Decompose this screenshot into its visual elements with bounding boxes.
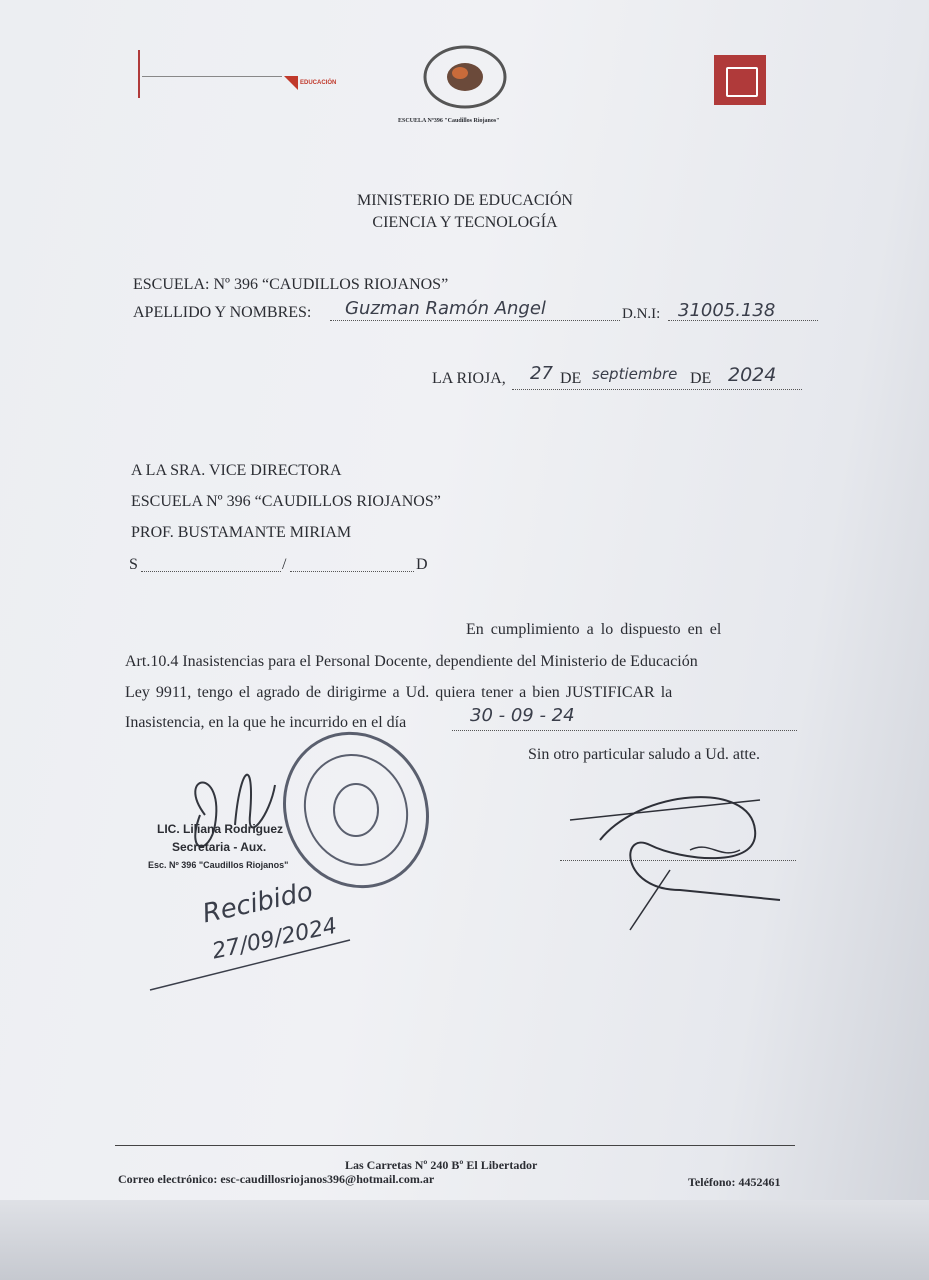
footer-email: Correo electrónico: esc-caudillosriojanos396@hotmail.com.ar: [118, 1172, 435, 1186]
stamp-name: LIC. Liliana Rodriguez: [157, 822, 284, 836]
stamp-role: Secretaria - Aux.: [172, 840, 267, 854]
school-line: ESCUELA: Nº 396 “CAUDILLOS RIOJANOS”: [133, 276, 449, 293]
salutation-s: S: [129, 556, 138, 573]
closing-line: Sin otro particular saludo a Ud. atte.: [528, 746, 760, 763]
table-surface: [0, 1200, 929, 1280]
footer-rule: [115, 1145, 795, 1146]
applicant-signature: [560, 780, 790, 930]
absence-date-dotted-line: [452, 730, 797, 731]
absence-date-value: 30 - 09 - 24: [470, 705, 575, 726]
salutation-dots-2: [290, 571, 414, 572]
de-label-1: DE: [560, 370, 582, 387]
province-logo: [714, 55, 766, 105]
received-date: 27/09/2024: [210, 913, 340, 965]
stamp-school: Esc. Nº 396 "Caudillos Riojanos": [148, 860, 289, 870]
school-emblem-caption: ESCUELA Nº396 "Caudillos Riojanos": [398, 118, 500, 124]
recipient-line-1: A LA SRA. VICE DIRECTORA: [131, 462, 342, 479]
salutation-dots-1: [141, 571, 281, 572]
footer-phone: Teléfono: 4452461: [688, 1175, 781, 1189]
recipient-line-3: PROF. BUSTAMANTE MIRIAM: [131, 524, 352, 541]
dni-value: 31005.138: [678, 300, 776, 321]
ministry-subtitle: CIENCIA Y TECNOLOGÍA: [372, 214, 558, 231]
body-line-2: Art.10.4 Inasistencias para el Personal Docente, dependiente del Ministerio de Educación: [125, 653, 698, 670]
date-dotted-line: [512, 389, 802, 390]
recipient-line-2: ESCUELA Nº 396 “CAUDILLOS RIOJANOS”: [131, 493, 441, 510]
footer-address: Las Carretas Nº 240 Bº El Libertador: [345, 1158, 538, 1172]
body-line-3: Ley 9911, tengo el agrado de dirigirme a Ud. quiera tener a bien JUSTIFICAR la: [125, 684, 673, 701]
body-line-1: En cumplimiento a lo dispuesto en el: [466, 621, 722, 638]
ministry-logo-text: EDUCACIÓN: [300, 80, 337, 86]
ministry-logo: [138, 50, 348, 102]
ministry-title: MINISTERIO DE EDUCACIÓN: [357, 192, 573, 209]
month-value: septiembre: [592, 365, 678, 383]
body-line-4: Inasistencia, en la que he incurrido en el día: [125, 714, 407, 731]
salutation-d: D: [416, 556, 428, 573]
salutation-slash: /: [282, 556, 287, 573]
name-dotted-line: [330, 320, 620, 321]
received-underline: [150, 940, 370, 980]
dni-label: D.N.I:: [622, 306, 661, 322]
year-value: 2024: [728, 364, 777, 386]
school-emblem: [420, 45, 510, 115]
school-emblem-icon: [420, 45, 510, 115]
name-label: APELLIDO Y NOMBRES:: [133, 304, 312, 321]
name-value: Guzman Ramón Angel: [345, 298, 546, 319]
day-value: 27: [530, 363, 553, 384]
received-note: Recibido: [200, 876, 316, 930]
de-label-2: DE: [690, 370, 712, 387]
place-label: LA RIOJA,: [432, 370, 506, 387]
